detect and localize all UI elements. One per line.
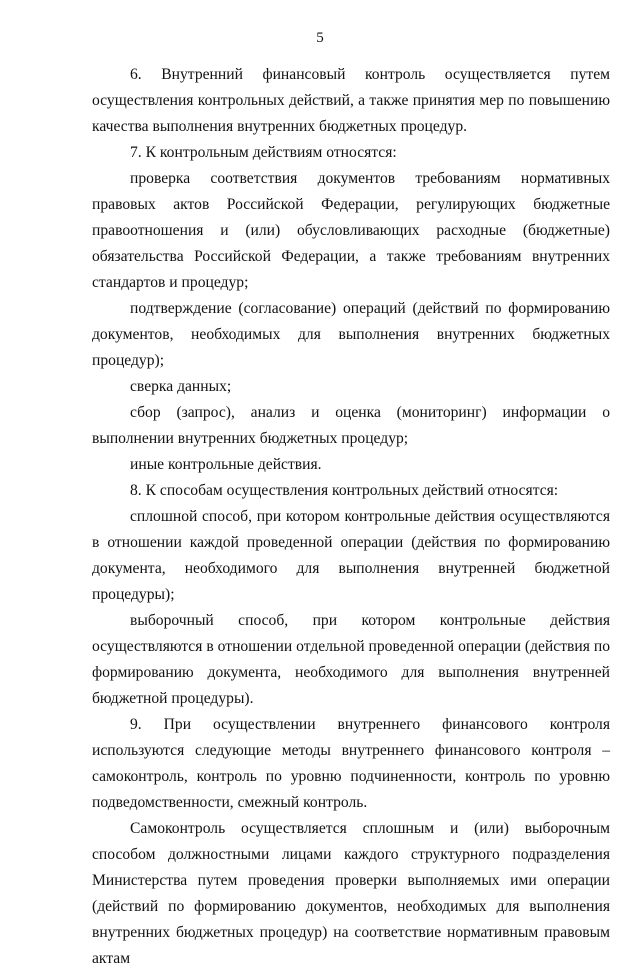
paragraph-8-item-selective: выборочный способ, при котором контрольные действия осуществляются в отношении отдельной проведенной операции (действия по формированию документа, необходимого для выполнения внутренней бюджетной процедуры).: [92, 612, 610, 707]
paragraph-7-item-data-reconciliation: сверка данных;: [130, 378, 232, 395]
paragraph-7-item-monitoring: сбор (запрос), анализ и оценка (мониторинг) информации о выполнении внутренних бюджетных процедур;: [92, 404, 610, 447]
paragraph-7-item-confirmation: подтверждение (согласование) операций (действий по формированию документов, необходимых для выполнения внутренних бюджетных процедур);: [92, 300, 610, 369]
paragraph-6: 6. Внутренний финансовый контроль осуществляется путем осуществления контрольных действий, а также принятия мер по повышению качества выполнения внутренних бюджетных процедур.: [92, 66, 610, 135]
paragraph-7-item-other-actions: иные контрольные действия.: [130, 456, 322, 473]
paragraph-8-heading: 8. К способам осуществления контрольных действий относятся:: [130, 482, 559, 499]
paragraph-8-item-continuous: сплошной способ, при котором контрольные действия осуществляются в отношении каждой проведенной операции (действия по формированию документа, необходимого для выполнения внутренней бюджетной процедуры);: [92, 508, 610, 603]
paragraph-7-heading: 7. К контрольным действиям относятся:: [130, 144, 397, 161]
paragraph-9: 9. При осуществлении внутреннего финансового контроля используются следующие методы внутреннего финансового контроля – самоконтроль, контроль по уровню подчиненности, контроль по уровню подведомственности, смежный контроль.: [92, 716, 610, 811]
paragraph-self-control: Самоконтроль осуществляется сплошным и (или) выборочным способом должностными лицами каждого структурного подразделения Министерства путем проведения проверки выполняемых ими операции (действий по формированию документов, необходимых для выполнения внутренних бюджетных процедур) на соответствие нормативным правовым актам: [92, 820, 610, 967]
document-body: [92, 62, 610, 972]
paragraph-7-item-document-check: проверка соответствия документов требованиям нормативных правовых актов Российской Федерации, регулирующих бюджетные правоотношения и (или) обусловливающих расходные (бюджетные) обязательства Российской Федерации, а также требованиям внутренних стандартов и процедур;: [92, 170, 610, 291]
page-number: 5: [316, 30, 324, 46]
